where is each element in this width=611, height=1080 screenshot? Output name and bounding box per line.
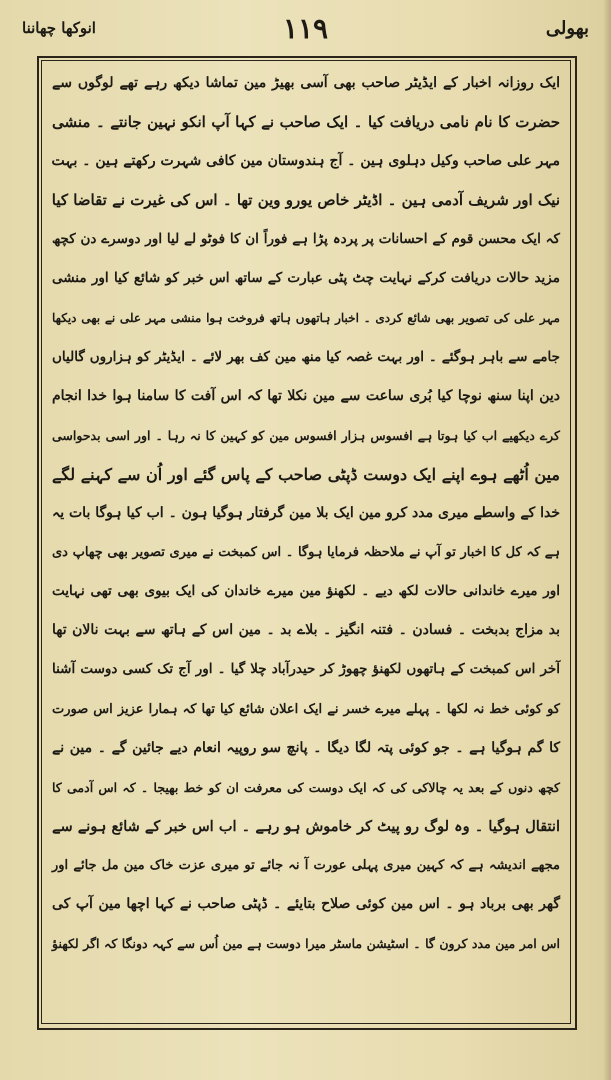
text-line: گھر بھی برباد ہو ۔ اس مین کوئی صلاح بتایئے ۔ ڈپٹی صاحب نے کہا اچھا مین آپ کی	[52, 895, 561, 912]
text-line: انتقال ہوگیا ۔ وہ لوگ رو پیٹ کر خاموش ہو رہے ۔ اب اس خبر کے شائع ہونے سے	[52, 817, 560, 835]
text-line: کچھ دنوں کے بعد یہ چالاکی کی کہ ایک دوست کی معرفت ان کو خط بھیجا ۔ کہ اس آدمی کا	[52, 779, 560, 795]
text-line: مہر علی صاحب وکیل دہلوی ہین ۔ آج ہندوستان مین کافی شہرت رکھتے ہین ۔ بہت	[51, 153, 560, 170]
text-line: اس امر مین مدد کرون گا ۔ اسٹیشن ماسٹر میرا دوست ہے مین اُس سے کہہ دونگا کہ اگر لکھنؤ	[52, 936, 560, 952]
text-line: اور میرے خاندانی حالات لکھ دیے ۔ لکھنؤ مین میرے خاندان کی ایک بیوی بھی تھی نہایت	[52, 583, 560, 600]
text-line: ہے کہ کل کا اخبار تو آپ نے ملاحظہ فرمایا ہوگا ۔ اس کمبخت نے میری تصویر بھی چھاپ دی	[52, 545, 560, 561]
text-line: نیک اور شریف آدمی ہین ۔ اڈیٹر خاص یورو وین تھا ۔ اس کی غیرت نے تقاضا کیا	[51, 191, 560, 210]
text-line: ایک روزانہ اخبار کے ایڈیٹر صاحب بھی آسی بھیڑ مین تماشا دیکھ رہے تھے لوگوں سے	[52, 75, 560, 91]
text-line: مجھے اندیشہ ہے کہ کہین میری پہلی عورت آ نہ جائے تو میری عزت خاک مین مل جائے اور	[52, 857, 560, 873]
running-title: انوکھا چھاننا	[22, 19, 96, 37]
text-line: مزید حالات دریافت کرکے نہایت چٹ پٹی عبارت کے ساتھ اس خبر کو شائع کیا اور منشی	[52, 270, 560, 287]
scan-edge-shadow	[603, 0, 611, 1080]
text-line: کرے دیکھیے اب کیا ہوتا ہے افسوس ہزار افسوس مین کو کہین کا نہ رہا ۔ اور اسی بدحواسی	[52, 427, 560, 443]
text-line: آخر اس کمبخت کے ہاتھوں لکھنؤ چھوڑ کر حیدرآباد چلا گیا ۔ اور آج تک کسی دوست آشنا	[52, 661, 560, 678]
text-line: کہ ایک محسن قوم کے احسانات پر پردہ پڑا ہے فوراً ان کا فوٹو لے لیا اور دوسرے دن کچھ	[52, 231, 560, 248]
text-line: بد مزاج بدبخت ۔ فسادن ۔ فتنہ انگیز ۔ بلاے بد ۔ مین اس کے ہاتھ سے بہت نالان تھا	[52, 622, 560, 639]
text-line: خدا کے واسطے میری مدد کرو مین ایک بلا مین گرفتار ہوگیا ہون ۔ اب کیا ہوگا بات یہ	[52, 505, 560, 522]
text-line: جامے سے باہر ہوگئے ۔ اور بہت غصہ کیا منھ مین کف بھر لائے ۔ ایڈیٹر کو ہزاروں گالیاں	[52, 348, 560, 365]
text-line: کو کوئی خط نہ لکھا ۔ پہلے میرے خسر نے ایک اعلان شائع کیا تھا کہ ہمارا عزیز اس صورت	[52, 701, 560, 717]
body-text	[48, 64, 564, 963]
page-number: ۱۱۹	[282, 11, 329, 45]
page-header	[22, 8, 589, 48]
text-line: حضرت کا نام نامی دریافت کیا ۔ ایک صاحب نے کہا آپ انکو نہین جانتے ۔ منشی	[52, 113, 560, 132]
text-line: مہر علی کی تصویر بھی شائع کردی ۔ اخبار ہاتھوں ہاتھ فروخت ہوا منشی مہر علی نے بھی دیکھا	[52, 310, 560, 325]
text-line: کا گم ہوگیا ہے ۔ جو کوئی پتہ لگا دیگا ۔ پانچ سو روپیہ انعام دیے جائین گے ۔ مین نے	[52, 739, 560, 756]
text-line: دین اپنا سنھ نوچا کیا بُری ساعت سے مین نکلا تھا کہ اس آفت کا سامنا ہوا خدا انجام	[52, 387, 560, 404]
chapter-title: بھولی	[545, 17, 589, 39]
text-line: مین اُٹھے ہوے اپنے ایک دوست ڈپٹی صاحب کے پاس گئے اور اُن سے کہنے لگے	[52, 464, 560, 484]
